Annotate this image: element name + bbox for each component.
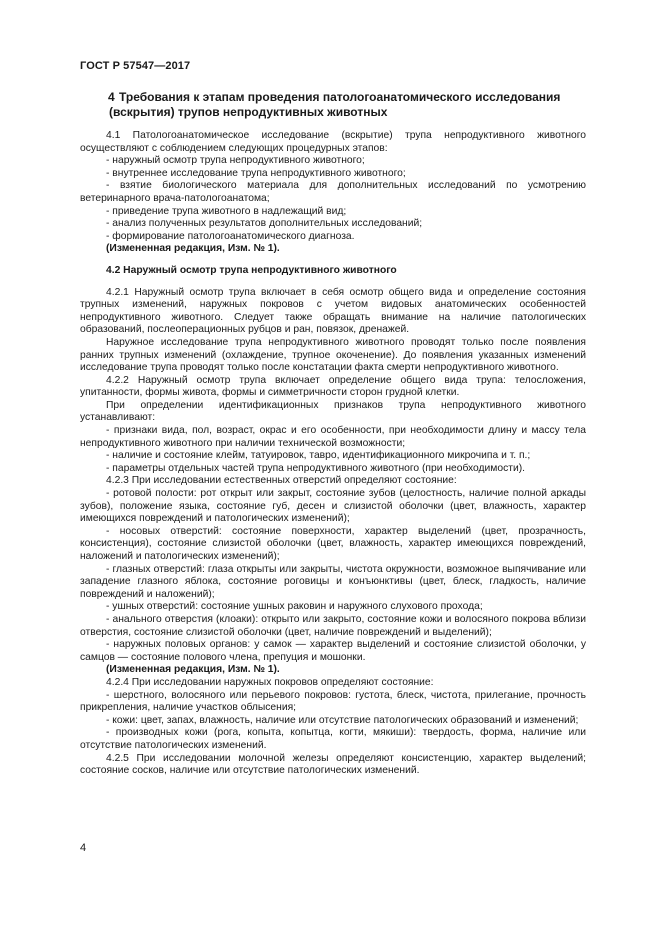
paragraph: 4.2.1 Наружный осмотр трупа включает в себя осмотр общего вида и определение состояния трупных изменений, наружных покровов с учетом видовых анатомических особенностей непродуктивного животного. Следует также обращать внимание на наличие патологических образований, послеоперационных рубцов и ран, повязок, дренажей. [80,286,586,336]
list-item: - производных кожи (рога, копыта, копытца, когти, мякиши): твердость, форма, наличие или отсутствие патологических изменений. [80,727,586,751]
standard-designation: ГОСТ Р 57547—2017 [80,60,191,72]
amendment-note: (Измененная редакция, Изм. № 1). [106,664,280,676]
list-item: - формирование патологоанатомического диагноза. [106,230,355,242]
paragraph: 4.2.2 Наружный осмотр трупа включает определение общего вида трупа: телосложения, упитанности, формы живота, формы и симметричности сторон грудной клетки. [80,374,586,399]
page-number: 4 [80,842,87,854]
list-item: - шерстного, волосяного или перьевого покровов: густота, блеск, чистота, прилегание, прочность прикрепления, наличие участков облысения; [80,689,586,714]
list-item: - наружный осмотр трупа непродуктивного животного; [106,155,365,167]
list-item: - наличие и состояние клейм, татуировок, тавро, идентификационного микрочипа и т. п.; [106,450,531,462]
list-item: - носовых отверстий: состояние поверхности, характер выделений (цвет, прозрачность, консистенция), состояние слизистой оболочки (цвет, влажность, характер имеющихся повреждений, наложений и патологических изменений); [80,525,586,562]
document-body [80,130,586,778]
list-item: - взятие биологического материала для дополнительных исследований по усмотрению ветеринарного врача-патологоанатома; [80,180,586,204]
section-number: 4 [108,90,115,104]
list-item: - анализ полученных результатов дополнительных исследований; [106,218,423,230]
list-item: - признаки вида, пол, возраст, окрас и его особенности, при необходимости длину и массу тела непродуктивного животного при наличии технической возможности; [80,425,586,449]
section-title-line-2: (вскрытия) трупов непродуктивных животных [109,105,388,119]
list-item: - параметры отдельных частей трупа непродуктивного животного (при необходимости). [106,462,526,474]
paragraph: 4.2.3 При исследовании естественных отверстий определяют состояние: [106,475,457,487]
list-item: - приведение трупа животного в надлежащий вид; [106,205,347,217]
list-item: - ротовой полости: рот открыт или закрыт, состояние зубов (целостность, наличие полной аркады зубов), положение языка, состояние губ, десен и слизистой оболочки (цвет, влажность, характер имеющихся повреждений и патологических изменений); [80,488,586,525]
section-title-line-1: Требования к этапам проведения патологоанатомического исследования [119,90,561,104]
amendment-note: (Измененная редакция, Изм. № 1). [106,243,280,255]
list-item: - ушных отверстий: состояние ушных раковин и наружного слухового прохода; [106,601,483,613]
list-item: - наружных половых органов: у самок — характер выделений и состояние слизистой оболочки, у самцов — состояние полового члена, препуция и мошонки. [80,639,586,663]
list-item: - глазных отверстий: глаза открыты или закрыты, чистота окружности, возможное выпячивание или западение глазного яблока, состояние роговицы и конъюнктивы (цвет, блеск, гладкость, наличие повреждений и наложений); [80,563,586,600]
paragraph: 4.2.5 При исследовании молочной железы определяют консистенцию, характер выделений; состояние сосков, наличие или отсутствие патологических изменений. [80,752,586,777]
list-item: - внутреннее исследование трупа непродуктивного животного; [106,167,406,179]
paragraph: 4.2.4 При исследовании наружных покровов определяют состояние: [106,676,434,688]
paragraph: Наружное исследование трупа непродуктивного животного проводят только после появления ранних трупных изменений (охлаждение, трупное окоченение). До появления указанных изменений исследование трупа проводят только после констатации факта смерти непродуктивного животного. [80,336,586,374]
list-item: - анального отверстия (клоаки): открыто или закрыто, состояние кожи и волосяного покрова вблизи отверстия, состояние слизистой оболочки (цвет, наличие повреждений и выделений); [80,613,586,638]
list-item: - кожи: цвет, запах, влажность, наличие или отсутствие патологических образований и изменений; [106,714,579,726]
paragraph: 4.1 Патологоанатомическое исследование (вскрытие) трупа непродуктивного животного осуществляют с соблюдением следующих процедурных этапов: [80,130,586,154]
subsection-heading: 4.2 Наружный осмотр трупа непродуктивного животного [106,264,397,276]
paragraph: При определении идентификационных признаков трупа непродуктивного животного устанавливают: [80,399,586,424]
